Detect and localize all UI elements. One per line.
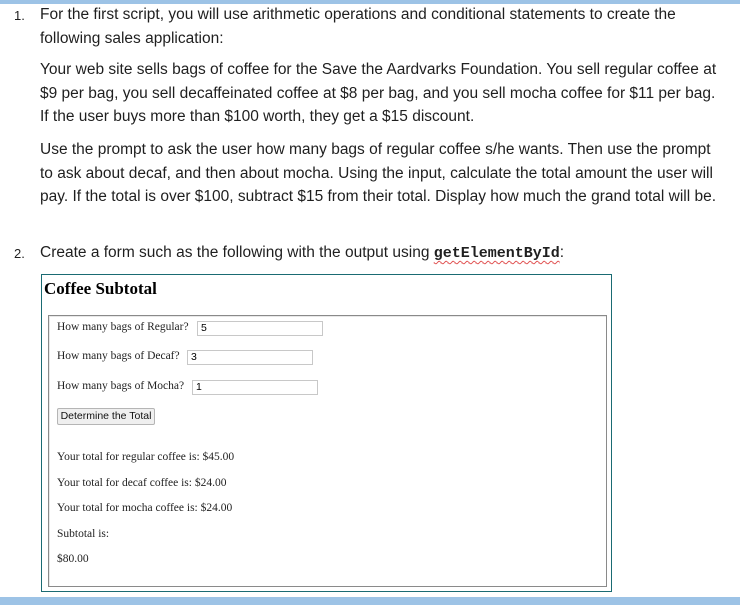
mocha-input[interactable]: 1 <box>192 380 318 395</box>
form-instruction <box>40 241 725 266</box>
mocha-total-output: Your total for mocha coffee is: $24.00 <box>57 502 233 514</box>
regular-input[interactable]: 5 <box>197 321 323 336</box>
list-number: 2. <box>14 246 25 261</box>
coffee-form-panel <box>41 274 612 592</box>
instruction-colon: : <box>559 244 565 261</box>
decaf-input[interactable]: 3 <box>187 350 313 365</box>
regular-label: How many bags of Regular? <box>57 321 189 333</box>
code-getelementbyid: getElementById <box>433 245 560 262</box>
pricing-paragraph: Your web site sells bags of coffee for the Save the Aardvarks Foundation. You sell regular coffee at $9 per bag, you sell decaffeinated coffee at $8 per bag, and you sell mocha coffee for $11 per bag. If the user buys more than $100 worth, they get a $15 discount. <box>40 61 717 125</box>
decaf-total-output: Your total for decaf coffee is: $24.00 <box>57 477 227 489</box>
decaf-label: How many bags of Decaf? <box>57 350 180 362</box>
regular-total-output: Your total for regular coffee is: $45.00 <box>57 451 235 463</box>
form-title: Coffee Subtotal <box>44 279 157 298</box>
determine-total-button[interactable]: Determine the Total <box>57 408 155 425</box>
instructions-paragraph: Use the prompt to ask the user how many bags of regular coffee s/he wants. Then use the prompt to ask about decaf, and then about mocha. Using the input, calculate the total amount the user will pay. If the total is over $100, subtract $15 from their total. Display how much the grand total will be. <box>40 141 717 205</box>
mocha-label: How many bags of Mocha? <box>57 380 185 392</box>
list-number: 1. <box>14 8 25 23</box>
coffee-fieldset <box>48 315 607 587</box>
subtotal-label: Subtotal is: <box>57 528 110 540</box>
instruction-text: Create a form such as the following with the output using <box>40 244 434 261</box>
bottom-border-bar <box>0 597 740 605</box>
intro-paragraph: For the first script, you will use arithmetic operations and conditional statements to create the following sales application: <box>40 6 676 47</box>
subtotal-value: $80.00 <box>57 553 89 565</box>
